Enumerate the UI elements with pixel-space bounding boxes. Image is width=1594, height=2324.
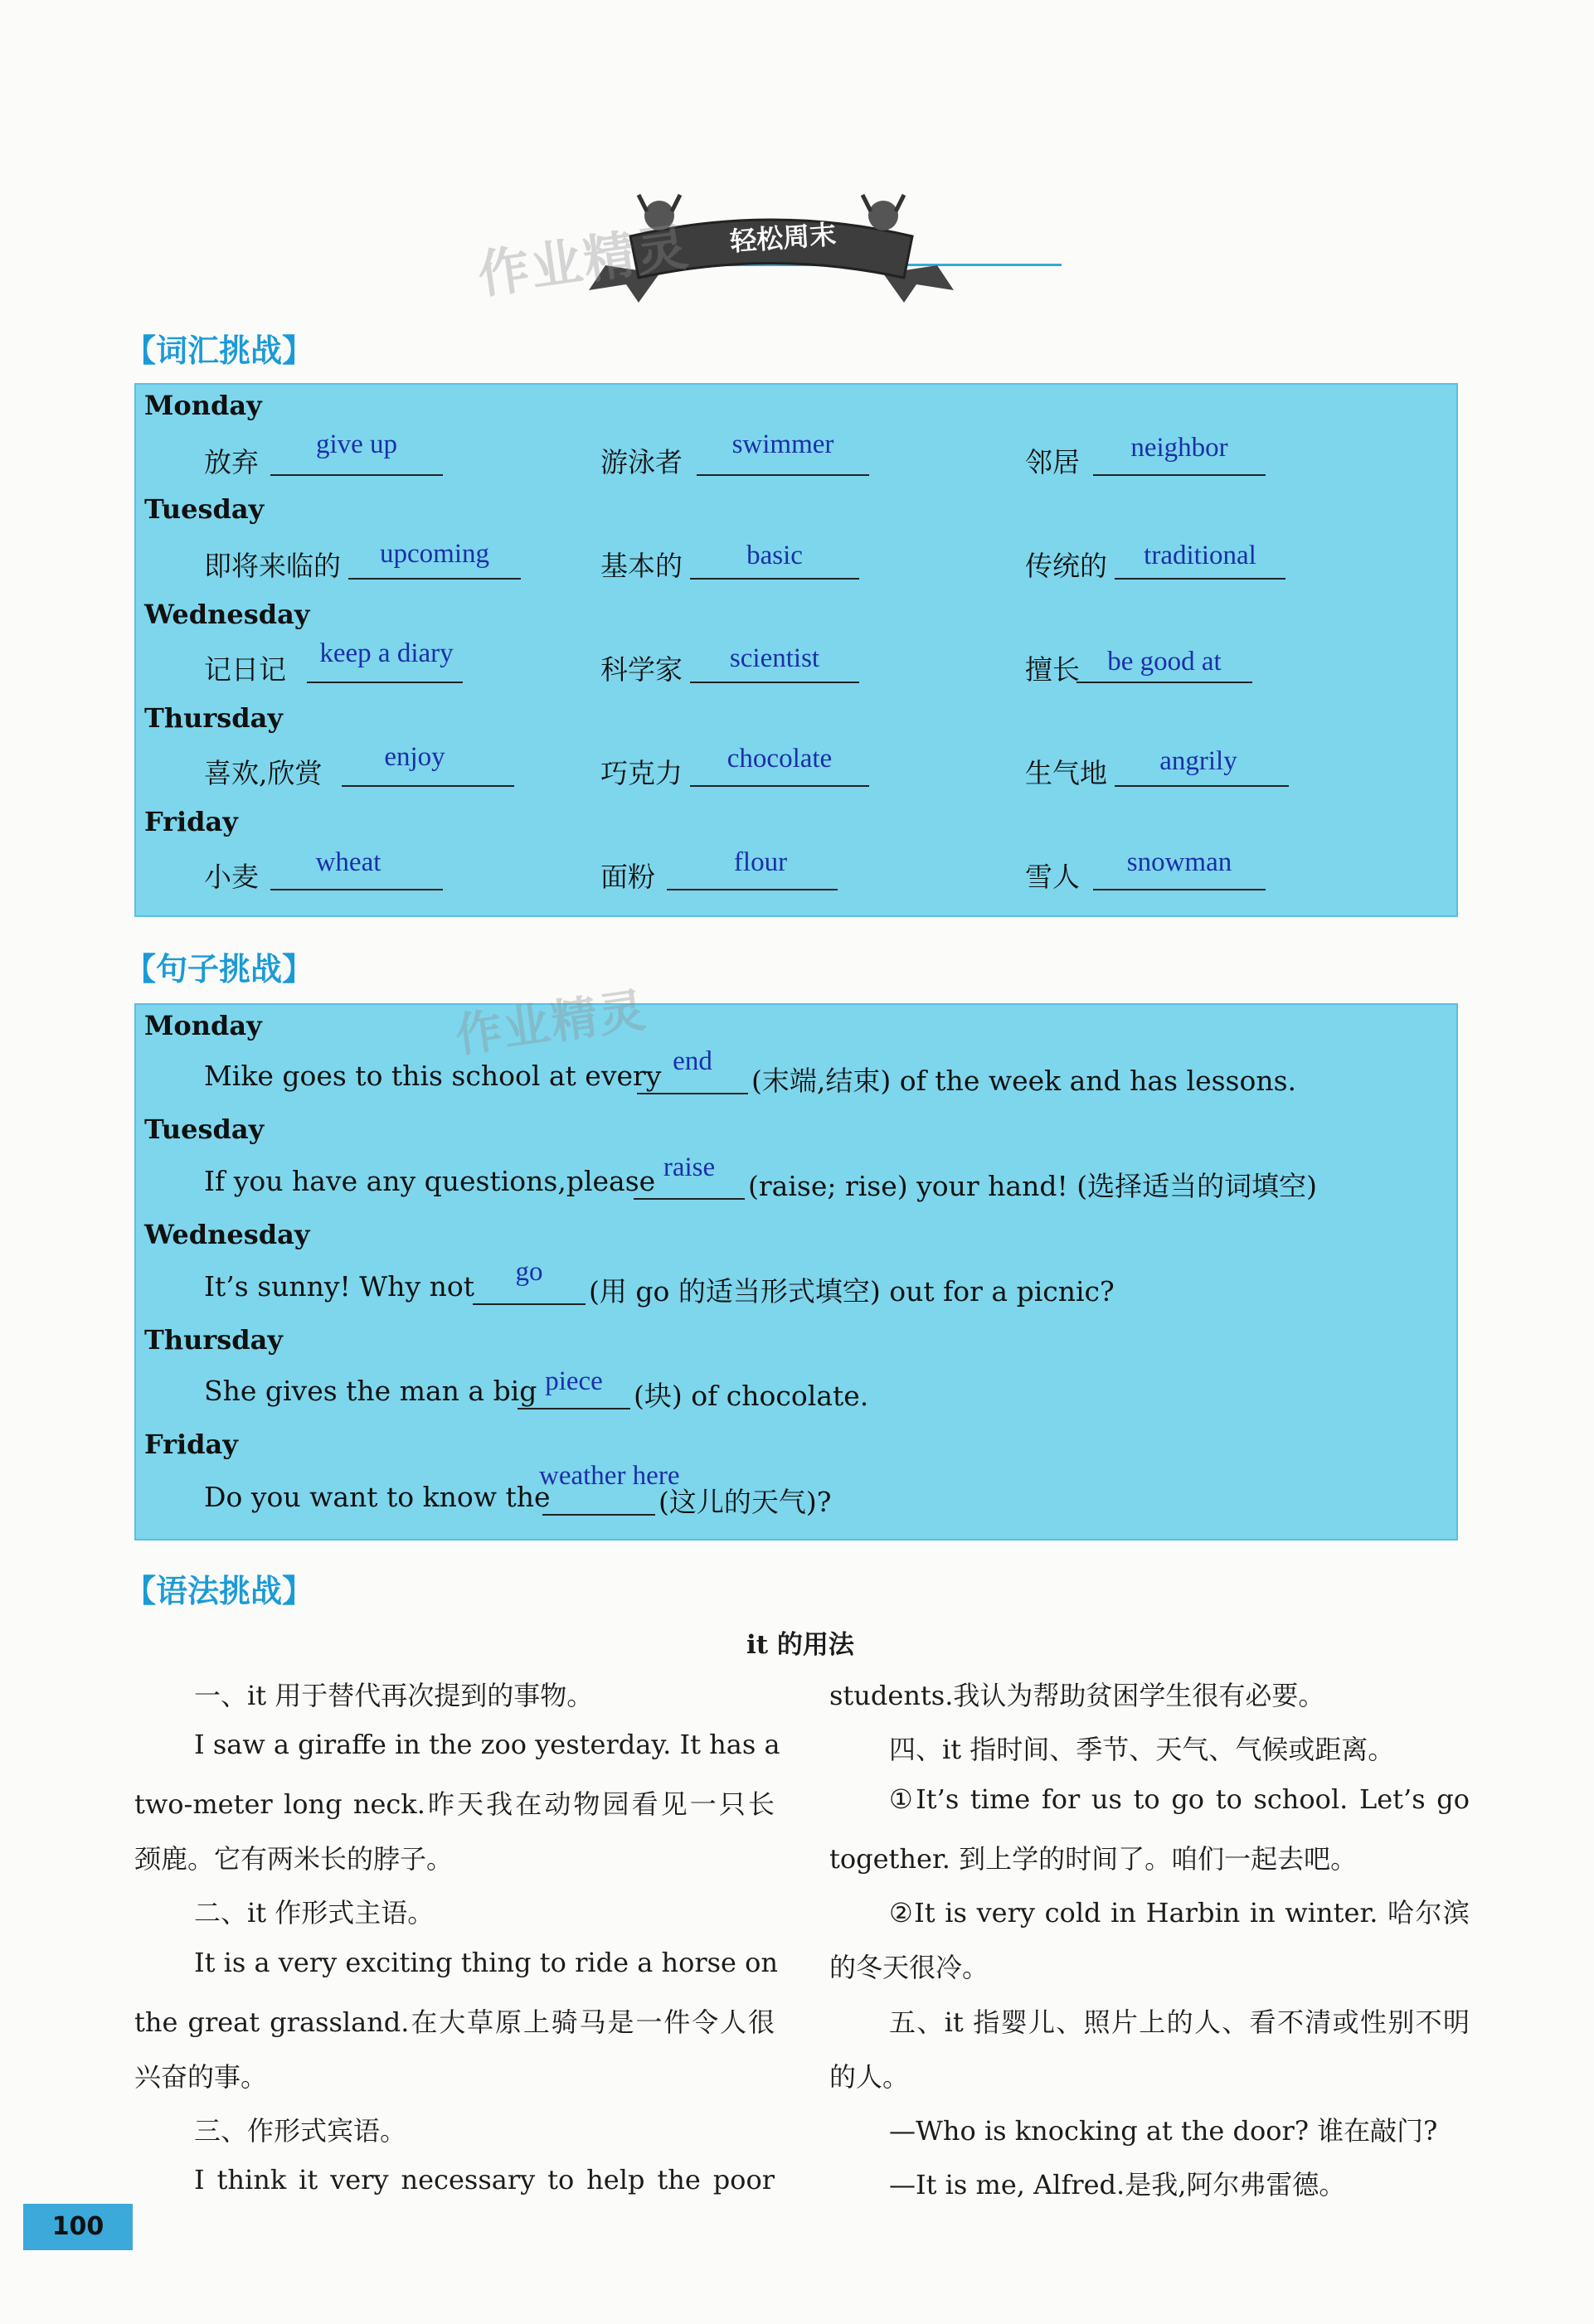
sentence-text: Mike goes to this school at every [204,1060,662,1092]
vocab-answer: angrily [1159,746,1237,776]
answer-blank [634,1198,745,1200]
sentence-answer: piece [545,1366,603,1396]
vocab-answer: enjoy [384,742,445,772]
sentence-text: (末端,结束) of the week and has lessons. [751,1065,1297,1097]
answer-blank [270,889,443,890]
day-label-wednesday: Wednesday [144,599,310,630]
answer-blank [1115,578,1285,580]
sentence-text: If you have any questions,please [204,1165,656,1197]
vocab-answer: be good at [1107,647,1222,677]
sentence-text: She gives the man a big [204,1375,537,1407]
sentence-text: (raise; rise) your hand! (选择适当的词填空) [748,1170,1317,1202]
vocab-cn: 记日记 [204,653,286,686]
vocab-answer: traditional [1144,541,1256,570]
day-label-tuesday: Tuesday [144,493,265,525]
day-label-monday: Monday [144,390,262,421]
day-label-friday: Friday [144,1429,238,1460]
grammar-heading-line: 三、作形式宾语。 [194,2115,407,2147]
answer-blank [667,889,838,890]
watermark: 作业精灵 [452,983,651,1064]
vocab-answer: neighbor [1130,433,1228,463]
dialogue-line: —Who is knocking at the door? 谁在敲门? [889,2115,1438,2147]
grammar-title: it 的用法 [746,1630,854,1660]
grammar-heading: 【语法挑战】 [124,1573,314,1609]
vocab-answer: swimmer [731,429,834,459]
sentence-answer: weather here [539,1461,680,1491]
answer-blank [518,1408,630,1409]
watermark: 作业精灵 [474,216,693,306]
grammar-heading-line: 四、it 指时间、季节、天气、气候或距离。 [889,1734,1395,1765]
answer-blank [1076,682,1252,683]
vocab-cn: 放弃 [204,446,259,478]
answer-blank [1093,889,1266,890]
vocab-cn: 科学家 [600,653,683,686]
vocab-answer: basic [746,541,803,570]
vocab-answer: give up [315,429,398,459]
page-number: 100 [23,2204,133,2250]
day-label-thursday: Thursday [144,702,283,734]
vocab-answer: chocolate [727,744,833,774]
answer-blank [473,1303,586,1305]
answer-blank [348,578,521,580]
vocab-cn: 游泳者 [600,446,683,478]
grammar-line: 的人。 [829,2061,910,2093]
vocab-cn: 小麦 [204,861,259,893]
vocab-cn: 邻居 [1025,446,1080,478]
grammar-line: together. 到上学的时间了。咱们一起去吧。 [829,1843,1358,1875]
vocab-cn: 即将来临的 [204,550,341,582]
sentence-answer: raise [663,1152,716,1182]
grammar-line: two-meter long neck.昨天我在动物园看见一只长 [134,1788,775,1820]
grammar-line: the great grassland.在大草原上骑马是一件令人很 [134,2006,775,2038]
grammar-heading-line: 五、it 指婴儿、照片上的人、看不清或性别不明 [889,2006,1470,2038]
sentence-text: (用 go 的适当形式填空) out for a picnic? [589,1275,1115,1308]
sentence-text: It’s sunny! Why not [204,1270,474,1303]
vocab-answer: wheat [315,847,381,877]
grammar-line: It is a very exciting thing to ride a horse on [194,1947,779,1978]
answer-blank [1115,785,1289,787]
vocab-answer: scientist [729,643,820,673]
sentence-text: Do you want to know the [204,1481,551,1513]
vocab-answer: flour [733,847,788,877]
vocab-cn: 巧克力 [600,757,683,789]
answer-blank [1093,474,1266,476]
answer-blank [307,682,463,683]
vocab-cn: 生气地 [1025,757,1107,789]
vocab-answer: snowman [1126,847,1232,877]
vocab-cn: 传统的 [1025,550,1107,582]
grammar-heading-line: 二、it 作形式主语。 [194,1897,435,1929]
answer-blank [542,1514,655,1516]
vocab-heading: 【词汇挑战】 [124,332,314,369]
grammar-heading-line: 一、it 用于替代再次提到的事物。 [194,1680,594,1711]
vocab-cn: 面粉 [600,861,655,893]
answer-blank [697,474,869,476]
sentence-text: (块) of chocolate. [634,1380,869,1412]
vocab-answer: upcoming [380,539,489,569]
vocab-cn: 雪人 [1025,861,1080,893]
day-label-thursday: Thursday [144,1324,283,1356]
sentence-answer: end [673,1046,712,1076]
dialogue-line: —It is me, Alfred.是我,阿尔弗雷德。 [889,2169,1346,2200]
vocab-answer: keep a diary [319,638,454,668]
sentence-answer: go [515,1257,543,1287]
grammar-line: ①It’s time for us to go to school. Let’s go [889,1783,1470,1815]
day-label-friday: Friday [144,806,238,837]
answer-blank [342,785,514,787]
answer-blank [270,474,443,476]
answer-blank [690,578,859,580]
grammar-line: students.我认为帮助贫困学生很有必要。 [829,1680,1325,1711]
vocab-cn: 喜欢,欣赏 [204,757,323,789]
grammar-line: 颈鹿。它有两米长的脖子。 [134,1843,454,1875]
answer-blank [690,785,869,787]
day-label-monday: Monday [144,1010,262,1041]
grammar-line: 的冬天很冷。 [829,1952,989,1983]
answer-blank [690,682,859,683]
day-label-wednesday: Wednesday [144,1219,310,1250]
grammar-line: I saw a giraffe in the zoo yesterday. It has a [194,1729,780,1760]
day-label-tuesday: Tuesday [144,1113,265,1145]
answer-blank [637,1093,748,1094]
sentence-text: (这儿的天气)? [658,1486,832,1518]
grammar-line: I think it very necessary to help the poor [194,2164,775,2195]
banner-title: 轻松周末 [728,218,838,258]
grammar-line: 兴奋的事。 [134,2061,268,2093]
vocab-cn: 擅长 [1025,653,1080,686]
sentence-heading: 【句子挑战】 [124,951,314,987]
grammar-line: ②It is very cold in Harbin in winter. 哈尔滨 [889,1897,1470,1929]
vocab-cn: 基本的 [600,550,683,582]
